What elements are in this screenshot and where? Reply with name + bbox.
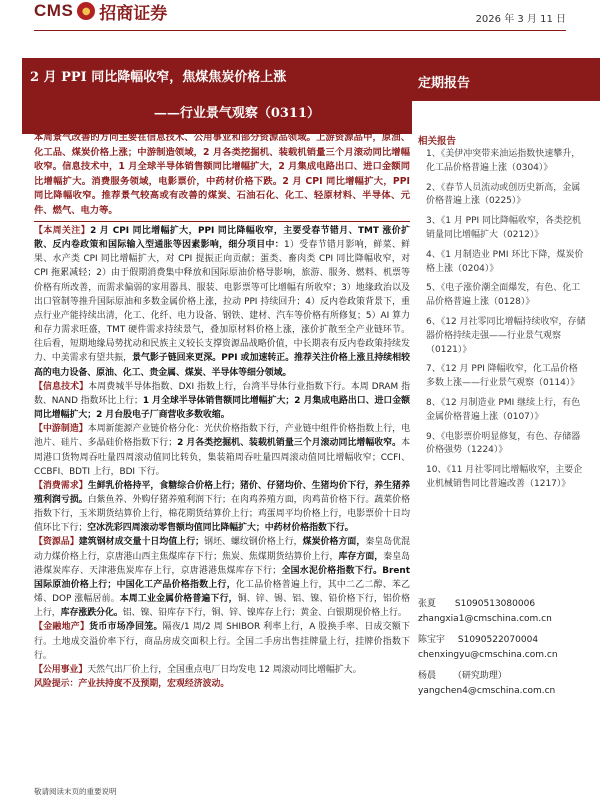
related-report-link[interactable]: 8、《12 月制造业 PMI 继续上行，有色金属价格普遍上涨（0107）》 [426, 397, 581, 422]
report-date: 2026 年 3 月 11 日 [475, 14, 566, 25]
report-type: 定期报告 [418, 76, 471, 91]
related-report-link[interactable]: 4、《1 月制造业 PMI 环比下降，煤炭价格上涨（0204）》 [426, 249, 584, 274]
paragraph-consumption: 【消费需求】生鲜乳价格持平，食糖综合价格上行；猪价、仔猪均价、生猪均价下行，养生猪养殖利润亏损。白紫鱼养、外购仔猪养殖利润下行；在肉鸡养殖方面，肉鸡苗价格下行。蔬菜价格指数下行，玉米期货结算价上行，棉花期货结算价上行；鸡蛋周平均价格上行，电影票价十日均值环比下行；空冰洗彩四周滚动零售额均值同比降幅扩大；中药材价格指数下行。 [34, 480, 411, 534]
analyst-name: 陈宝宇 [418, 635, 446, 645]
analyst-license: S1090513080006 [454, 599, 536, 609]
analyst-email[interactable]: yangchen4@cmschina.com.cn [418, 686, 556, 696]
related-reports-list [426, 148, 586, 498]
paragraph-finance: 【金融地产】货币市场净回笼。隔夜/1 周/2 周 SHIBOR 利率上行，A 股换手率、日成交额下行。土地成交溢价率下行，商品房成交面积上行。全国二手房出售挂牌量上行，挂牌价指数下行。 [34, 622, 410, 661]
analyst-row [418, 632, 538, 645]
company-logo [34, 0, 167, 22]
analyst-row [418, 596, 535, 609]
header-divider [34, 30, 566, 31]
section-tag: 【公用事业】 [34, 664, 88, 675]
related-report-link[interactable]: 3、《1 月 PPI 同比降幅收窄，各类挖机销量同比增幅扩大（0212）》 [426, 216, 582, 240]
analyst-license: （研究助理） [452, 671, 507, 681]
related-report-link[interactable]: 2、《春节人员流动或创历史新高，金属价格普遍上涨（0225）》 [426, 182, 581, 207]
analyst-name: 张夏 [418, 599, 437, 609]
paragraph-resources: 【资源品】建筑钢材成交量十日均值上行；钢坯、螺纹钢价格上行，煤炭价格方面，秦皇岛优混动力煤价格上行，京唐港山西主焦煤库存下行；焦炭、焦煤期货结算价上行，库存方面，秦皇岛港煤炭库存、天津港焦炭库存上行，京唐港港焦煤库存下行；全国水泥价格指数下行。Brent 国际原油价格上行；中国化工产品价格指数上行，化工品价格普遍上行，其中二乙二醇、苯乙烯、DOP 涨幅居前。本周工业金属价格普遍下行，铜、锌、锡、铝、镍、铅价格下行，铝价格上行，库存涨跌分化。铝、镍、铅库存下行，铜、锌、镍库存上行；黄金、白银期现价格上行。 [34, 537, 411, 619]
related-report-link[interactable]: 9、《电影票价明显修复，有色、存储器价格强势（1224）》 [426, 431, 581, 456]
summary-divider [34, 221, 410, 222]
analyst-name: 杨晨 [418, 671, 437, 681]
analyst-email[interactable]: zhangxia1@cmschina.com.cn [418, 614, 552, 624]
paragraph-focus: 【本周关注】2 月 CPI 同比增幅扩大，PPI 同比降幅收窄，主要受春节错月、TMT 涨价扩散、反内卷政策和国际输入型通胀等因素影响，细分项目中：1）受春节错月影响，鲜菜、鲜果、水产类 CPI 同比增幅扩大，对 CPI 提振正向贡献；蛋类、畜肉类 CPI 同比降幅收窄，对 CPI 拖累减轻；2）由于假期消费集中释放和国际原油价格导影响，旅游、服务、燃料、机票等价格有所改善，而需求偏弱的家用器具、服装、电影票等可比增幅有所收窄；3）地缘政治以及出口管制等推升国际原油和多数金属价格上涨，拉动 PPI 持续回升；4）反内卷政策背景下，重点行业产能持续出清，化工、化纤、电力设备、钢铁、建材、汽车等价格有所修复；5）AI 算力和存力需求旺盛，TMT 硬件需求持续景气，叠加原材料价格上涨，涨价扩散至全产业链环节。往后看，短期地缘局势扰动和民族主义较长支撑资源品战略价值，中长期表有反内卷政策持续发力、中美需求有望共振，景气影子链回来更深。PPI 或加速转正。推荐关注价格上涨且持续相较高的电力设备、原油、化工、贵金属、煤炭、半导体等细分领域。 [34, 226, 411, 378]
analyst-email[interactable]: chenxingyu@cmschina.com.cn [418, 650, 558, 660]
related-report-link[interactable]: 6、《12 月社零同比增幅持续收窄，存储器价格持续走强——行业景气观察（0121）》 [426, 316, 586, 355]
paragraph-utilities: 【公用事业】天然气出厂价上行，全国重点电厂日均发电 12 周滚动同比增幅扩大。 [34, 664, 362, 675]
related-reports-heading: 相关报告 [418, 136, 457, 147]
section-tag: 【本周关注】 [34, 226, 91, 236]
section-tag: 【信息技术】 [34, 381, 89, 392]
section-tag: 【中游制造】 [34, 424, 88, 435]
logo-emblem-icon: ● [77, 2, 95, 20]
title-banner [22, 58, 412, 134]
analyst-row [418, 668, 507, 681]
related-report-link[interactable]: 1、《美伊冲突带来油运指数快速攀升，化工品价格普遍上涨（0304）》 [426, 149, 581, 173]
report-title: 2 月 PPI 同比降幅收窄，焦煤焦炭价格上涨 [30, 70, 287, 85]
related-report-link[interactable]: 7、《12 月 PPI 降幅收窄，化工品价格多数上涨——行业景气观察（0114）》 [426, 364, 580, 389]
analyst-license: S1090522070004 [457, 635, 539, 645]
related-report-link[interactable]: 10、《11 月社零同比增幅收窄，主要企业机械销售同比普遍改善（1217）》 [426, 465, 583, 489]
report-type-banner [412, 58, 600, 101]
section-tag: 【消费需求】 [34, 480, 88, 491]
report-subtitle: ——行业景气观察（0311） [153, 106, 320, 121]
logo-latin: CMS [34, 1, 74, 20]
section-tag: 【资源品】 [34, 537, 79, 548]
risk-warning: 风险提示：产业扶持度不及预期，宏观经济波动。 [34, 679, 230, 689]
paragraph-it: 【信息技术】本周费城半导体指数、DXI 指数上行，台湾半导体行业指数下行。本周 DRAM 指数、NAND 指数环比上行；1 月全球半导体销售额同比增幅扩大；2 月集成电路出口、进口金额同比增幅扩大；2 月台股电子厂商营收多数收缩。 [34, 381, 410, 421]
related-report-link[interactable]: 5、《电子涨价潮全面爆发，有色、化工品价格普遍上涨（0128）》 [426, 283, 581, 308]
section-tag: 【金融地产】 [34, 622, 90, 633]
footer-note: 敬请阅读末页的重要说明 [34, 787, 117, 796]
report-body [34, 224, 410, 691]
summary-paragraph: 本周景气改善的方向主要在信息技术、公用事业和部分资源品领域。上游资源品中，原油、化工品、煤炭价格上涨；中游制造领域，2 月各类挖掘机、装载机销量三个月滚动同比增幅收窄。信息技术中，1 月全球半导体销售额同比增幅扩大，2 月集成电路出口、进口金额同比增幅扩大。消费服务领域，电影票价，中药材价格下跌。2 月 CPI 同比增幅扩大，PPI 同比降幅收窄。推荐景气较高或有改善的煤炭、石油石化、化工、轻原材料、半导体、元件、燃气、电力等。 [34, 132, 410, 216]
paragraph-manufacturing: 【中游制造】本周新能源产业链价格分化：光伏价格指数下行，产业链中组件价格指数上行，电池片、硅片、多晶硅价格指数下行；2 月各类挖掘机、装载机销量三个月滚动同比增幅收窄。本周港口货物周吞吐量四周滚动值同比转负，集装箱周吞吐量四周滚动值同比增幅收窄；CCFI、CCBFI、BDTI 上行，BDI 下行。 [34, 424, 411, 477]
logo-chinese: 招商证券 [99, 3, 168, 24]
